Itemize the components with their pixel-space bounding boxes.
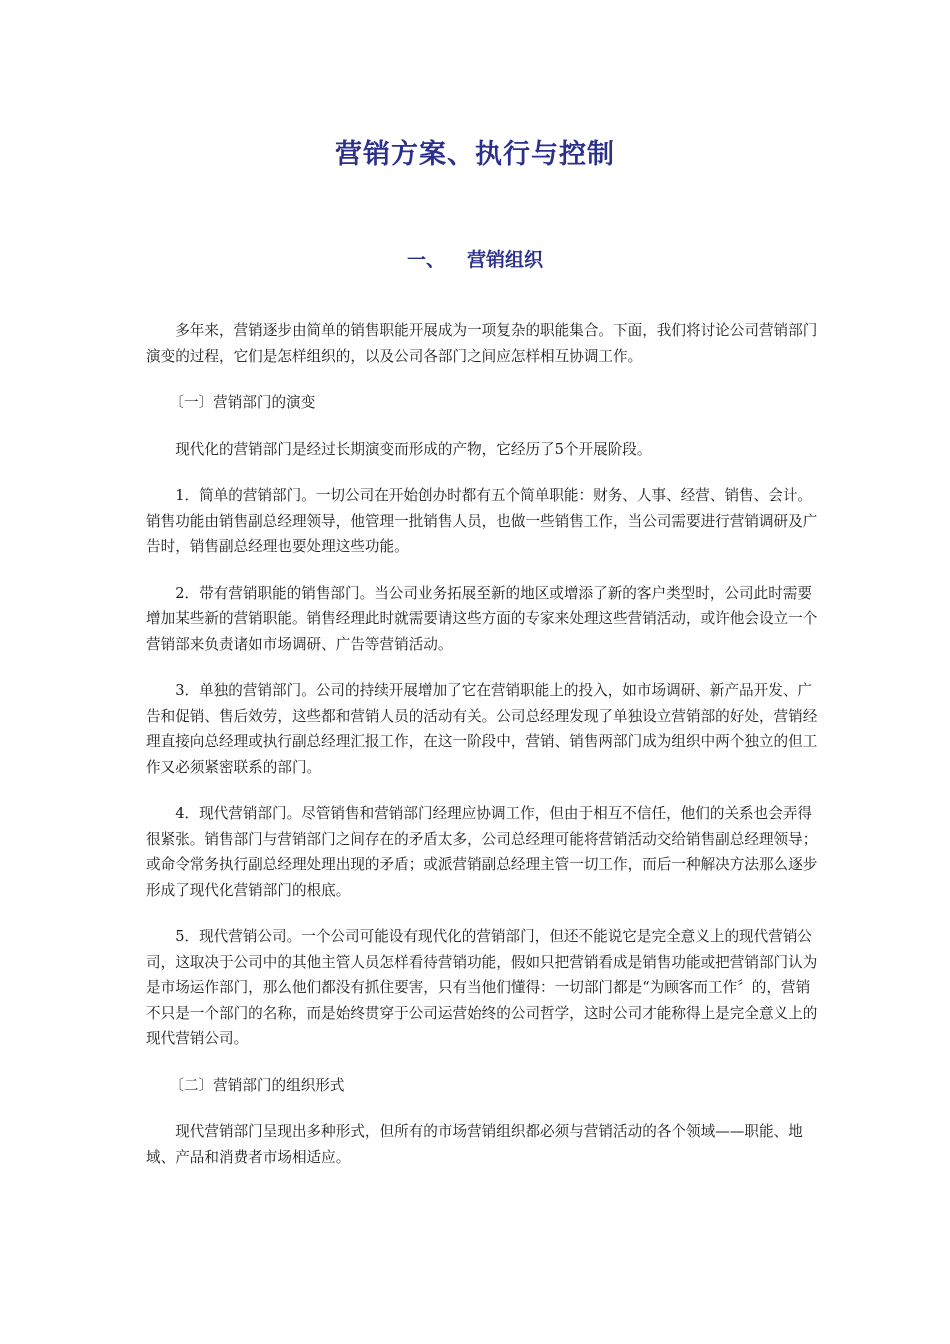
section-number: 一、: [406, 249, 445, 271]
list-item-stage-1: 1．简单的营销部门。一切公司在开始创办时都有五个简单职能：财务、人事、经营、销售、会计。销售功能由销售副总经理领导，他管理一批销售人员，也做一些销售工作，当公司需要进行营销调研及广告时，销售副总经理也要处理这些功能。: [146, 487, 818, 555]
subsection-heading-forms: 〔二〕营销部门的组织形式: [169, 1076, 345, 1094]
section-heading: [0, 245, 950, 272]
document-body: [146, 318, 818, 1191]
list-item-stage-2: 2．带有营销职能的销售部门。当公司业务拓展至新的地区或增添了新的客户类型时，公司此时需要增加某些新的营销职能。销售经理此时就需要请这些方面的专家来处理这些营销活动，或许他会设立一个营销部来负责诸如市场调研、广告等营销活动。: [146, 584, 818, 653]
subsection-heading-evolution: 〔一〕营销部门的演变: [169, 394, 316, 411]
document-title: 营销方案、执行与控制: [335, 139, 615, 170]
body-paragraph: 现代营销部门呈现出多种形式，但所有的市场营销组织都必须与营销活动的各个领域——职能、地域、产品和消费者市场相适应。: [146, 1123, 803, 1166]
section-title: 营销组织: [467, 249, 544, 271]
intro-paragraph: 多年来，营销逐步由简单的销售职能开展成为一项复杂的职能集合。下面，我们将讨论公司营销部门演变的过程，它们是怎样组织的，以及公司各部门之间应怎样相互协调工作。: [146, 322, 818, 365]
list-item-stage-5: 5．现代营销公司。一个公司可能设有现代化的营销部门，但还不能说它是完全意义上的现代营销公司，这取决于公司中的其他主管人员怎样看待营销功能，假如只把营销看成是销售功能或把营销部门认为是市场运作部门，那么他们都没有抓住要害，只有当他们懂得：一切部门都是“为顾客而工作〞的，营销不只是一个部门的名称，而是始终贯穿于公司运营始终的公司哲学，这时公司才能称得上是完全意义上的现代营销公司。: [146, 928, 818, 1047]
list-item-stage-4: 4．现代营销部门。尽管销售和营销部门经理应协调工作，但由于相互不信任，他们的关系也会弄得很紧张。销售部门与营销部门之间存在的矛盾太多，公司总经理可能将营销活动交给销售副总经理领导；或命令常务执行副总经理处理出现的矛盾；或派营销副总经理主管一切工作，而后一种解决方法那么逐步形成了现代化营销部门的根底。: [146, 805, 818, 899]
body-paragraph: 现代化的营销部门是经过长期演变而形成的产物，它经历了5个开展阶段。: [175, 440, 652, 458]
list-item-stage-3: 3．单独的营销部门。公司的持续开展增加了它在营销职能上的投入，如市场调研、新产品开发、广告和促销、售后效劳，这些都和营销人员的活动有关。公司总经理发现了单独设立营销部的好处，营销经理直接向总经理或执行副总经理汇报工作，在这一阶段中，营销、销售两部门成为组织中两个独立的但工作又必须紧密联系的部门。: [146, 682, 818, 776]
